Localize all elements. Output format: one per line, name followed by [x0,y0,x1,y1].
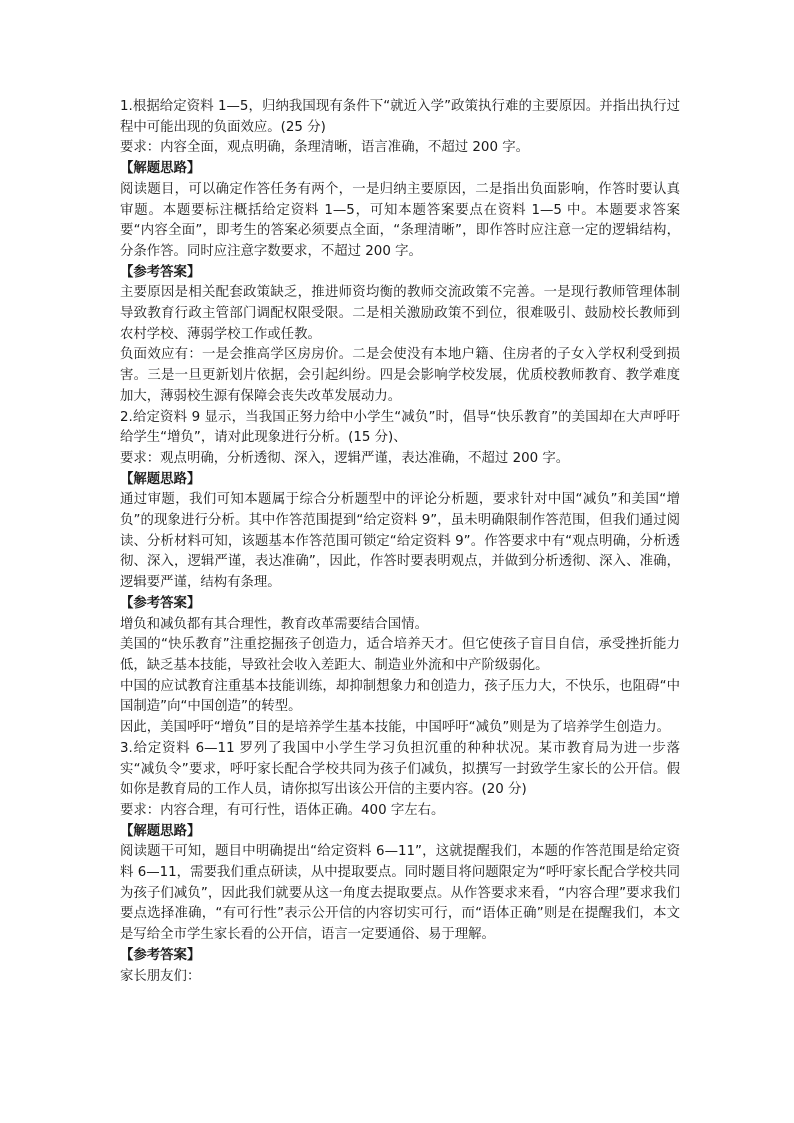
q1-answer-paragraph-2: 负面效应有：一是会推高学区房房价。二是会使没有本地户籍、住房者的子女入学权利受到损害。三是一旦更新划片依据，会引起纠纷。四是会影响学校发展，优质校教师教育、教学难度加大，薄弱校生源有保障会丧失改革发展动力。 [120,347,680,404]
q2-approach-body: 通过审题，我们可知本题属于综合分析题型中的评论分析题，要求针对中国“减负”和美国“增负”的现象进行分析。其中作答范围提到“给定资料 9”，虽未明确限制作答范围，但我们通过阅读、分析材料可知，该题基本作答范围可锁定“给定资料 9”。作答要求中有“观点明确，分析透彻、深入，逻辑严谨，表达准确”，因此，作答时要表明观点，并做到分析透彻、深入、准确，逻辑要严谨，结构有条理。 [120,492,680,591]
q3-answer-heading: 【参考答案】 [120,947,201,963]
q2-answer-paragraph-4: 因此，美国呼吁“增负”目的是培养学生基本技能，中国呼吁“减负”则是为了培养学生创造力。 [120,720,670,736]
document-page [120,97,680,987]
q1-answer-paragraph-1: 主要原因是相关配套政策缺乏，推进师资均衡的教师交流政策不完善。一是现行教师管理体制导致教育行政主管部门调配权限受限。二是相关激励政策不到位，很难吸引、鼓励校长教师到农村学校、薄弱学校工作或任教。 [120,285,680,342]
question-3-requirement: 要求：内容合理，有可行性，语体正确。400 字左右。 [120,802,445,818]
q2-answer-paragraph-3: 中国的应试教育注重基本技能训练，却抑制想象力和创造力，孩子压力大，不快乐，也阻碍“中国制造”向“中国创造”的转型。 [120,678,680,715]
question-1-requirement: 要求：内容全面，观点明确，条理清晰，语言准确，不超过 200 字。 [120,140,530,156]
q1-approach-body: 阅读题目，可以确定作答任务有两个，一是归纳主要原因，二是指出负面影响，作答时要认真审题。本题要标注概括给定资料 1—5，可知本题答案要点在资料 1—5 中。本题要求答案要“内容全面”，即考生的答案必须要点全面，“条理清晰”，即作答时应注意一定的逻辑结构，分条作答。同时应注意字数要求，不超过 200 字。 [120,181,680,259]
question-3: 3.给定资料 6—11 罗列了我国中小学生学习负担沉重的种种状况。某市教育局为进一步落实“减负令”要求，呼吁家长配合学校共同为孩子们减负，拟撰写一封致学生家长的公开信。假如你是教育局的工作人员，请你拟写出该公开信的主要内容。(20 分) [120,740,680,798]
q2-approach-heading: 【解题思路】 [120,471,201,487]
q1-answer-heading: 【参考答案】 [120,264,201,280]
q1-approach-heading: 【解题思路】 [120,161,201,177]
question-2: 2.给定资料 9 显示，当我国正努力给中小学生“减负”时，倡导“快乐教育”的美国却在大声呼吁给学生“增负”，请对此现象进行分析。(15 分)、 [120,409,680,446]
q3-answer-salutation: 家长朋友们： [120,968,201,984]
q2-answer-paragraph-2: 美国的“快乐教育”注重挖掘孩子创造力，适合培养天才。但它使孩子盲目自信，承受挫折能力低，缺乏基本技能，导致社会收入差距大、制造业外流和中产阶级弱化。 [120,637,680,673]
q3-approach-heading: 【解题思路】 [120,823,201,839]
q2-answer-heading: 【参考答案】 [120,595,201,611]
question-2-requirement: 要求：观点明确，分析透彻、深入，逻辑严谨，表达准确，不超过 200 字。 [120,450,570,466]
q3-approach-body: 阅读题干可知，题目中明确提出“给定资料 6—11”，这就提醒我们，本题的作答范围是给定资料 6—11，需要我们重点研读，从中提取要点。同时题目将问题限定为“呼吁家长配合学校共同为孩子们减负”，因此我们就要从这一角度去提取要点。从作答要求来看，“内容合理”要求我们要点选择准确，“有可行性”表示公开信的内容切实可行，而“语体正确”则是在提醒我们，本文是写给全市学生家长看的公开信，语言一定要通俗、易于理解。 [120,844,680,943]
q2-answer-paragraph-1: 增负和减负都有其合理性，教育改革需要结合国情。 [120,616,428,632]
question-1: 1.根据给定资料 1—5，归纳我国现有条件下“就近入学”政策执行难的主要原因。并指出执行过程中可能出现的负面效应。(25 分) [120,99,680,135]
